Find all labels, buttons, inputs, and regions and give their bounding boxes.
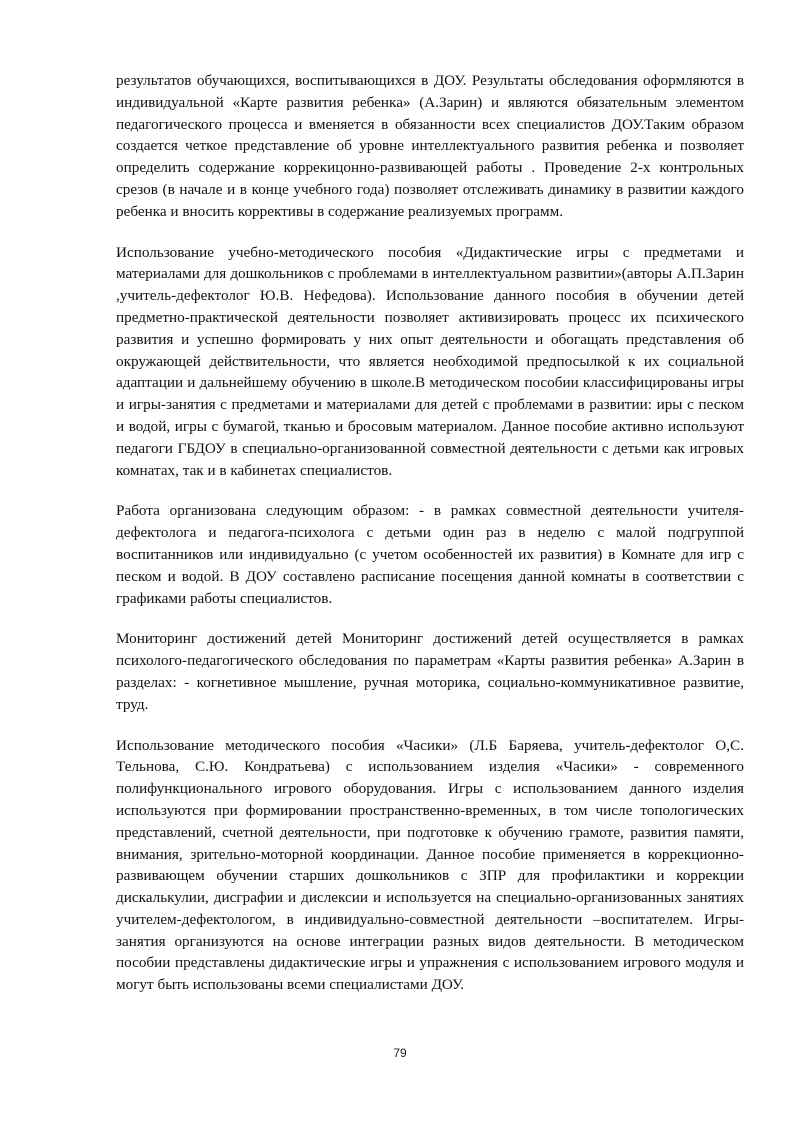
paragraph-didactic-games: Использование учебно-методического пособия «Дидактические игры с предметами и материалами для дошкольников с проблемами в интеллектуальном развитии»(авторы А.П.Зарин ,учитель-дефектолог Ю.В. Нефедова). Использование данного пособия в обучении детей предметно-практической деятельности позволяет активизировать процесс их психического развития и успешно формировать у них опыт деятельности и обогащать представления об окружающей действительности, что является необходимой предпосылкой к их социальной адаптации и дальнейшему обучению в школе.В методическом пособии классифицированы игры и игры-занятия с предметами и материалами для детей с проблемами в развитии: иры с песком и водой, игры с бумагой, тканью и бросовым материалом. Данное пособие активно используют педагоги ГБДОУ в специально-организованной совместной деятельности с детьми как игровых комнатах, так и в кабинетах специалистов. (116, 243, 744, 479)
page-number: 79 (393, 1046, 407, 1060)
paragraph-work-organization: Работа организована следующим образом: - в рамках совместной деятельности учителя-дефектолога и педагога-психолога с детьми один раз в неделю с малой подгруппой воспитанников или индивидуально (с учетом особенностей их развития) в Комнате для игр с песком и водой. В ДОУ составлено расписание посещения данной комнаты в соответствии с графиками работы специалистов. (116, 502, 744, 607)
paragraph-monitoring: Мониторинг достижений детей Мониторинг достижений детей осуществляется в рамках психолого-педагогического обследования по параметрам «Карты развития ребенка» А.Зарин в разделах: - когнетивное мышление, ручная моторика, социально-коммуникативное развитие, труд. (116, 630, 744, 713)
document-body (116, 70, 744, 1015)
paragraph-results: результатов обучающихся, воспитывающихся в ДОУ. Результаты обследования оформляются в индивидуальной «Карте развития ребенка» (А.Зарин) и являются обязательным элементом педагогического процесса и вменяется в обязанности всех специалистов ДОУ.Таким образом создается четкое представление об уровне интеллектуального развития ребенка и позволяет определить содержание коррекицонно-развивающей работы . Проведение 2-х контрольных срезов (в начале и в конце учебного года) позволяет отслеживать динамику в развитии каждого ребенка и вносить коррективы в содержание реализуемых программ. (116, 72, 744, 220)
paragraph-chasiki: Использование методического пособия «Часики» (Л.Б Баряева, учитель-дефектолог О,С. Тельнова, С.Ю. Кондратьева) с использованием изделия «Часики» - современного полифункционального игрового оборудования. Игры с использованием данного изделия используются при формировании пространственно-временных, в том числе топологических представлений, счетной деятельности, при подготовке к обучению грамоте, развития памяти, внимания, зрительно-моторной координации. Данное пособие применяется в коррекционно-развивающем обучении старших дошкольников с ЗПР для профилактики и коррекции дискалькулии, дисграфии и дислексии и используется на специально-организованных занятиях учителем-дефектологом, в индивидуально-совместной деятельности –воспитателем. Игры- занятия организуются на основе интеграции разных видов деятельности. В методическом пособии представлены дидактические игры и упражнения с использованием игрового модуля и могут быть использованы всеми специалистами ДОУ. (116, 736, 744, 994)
